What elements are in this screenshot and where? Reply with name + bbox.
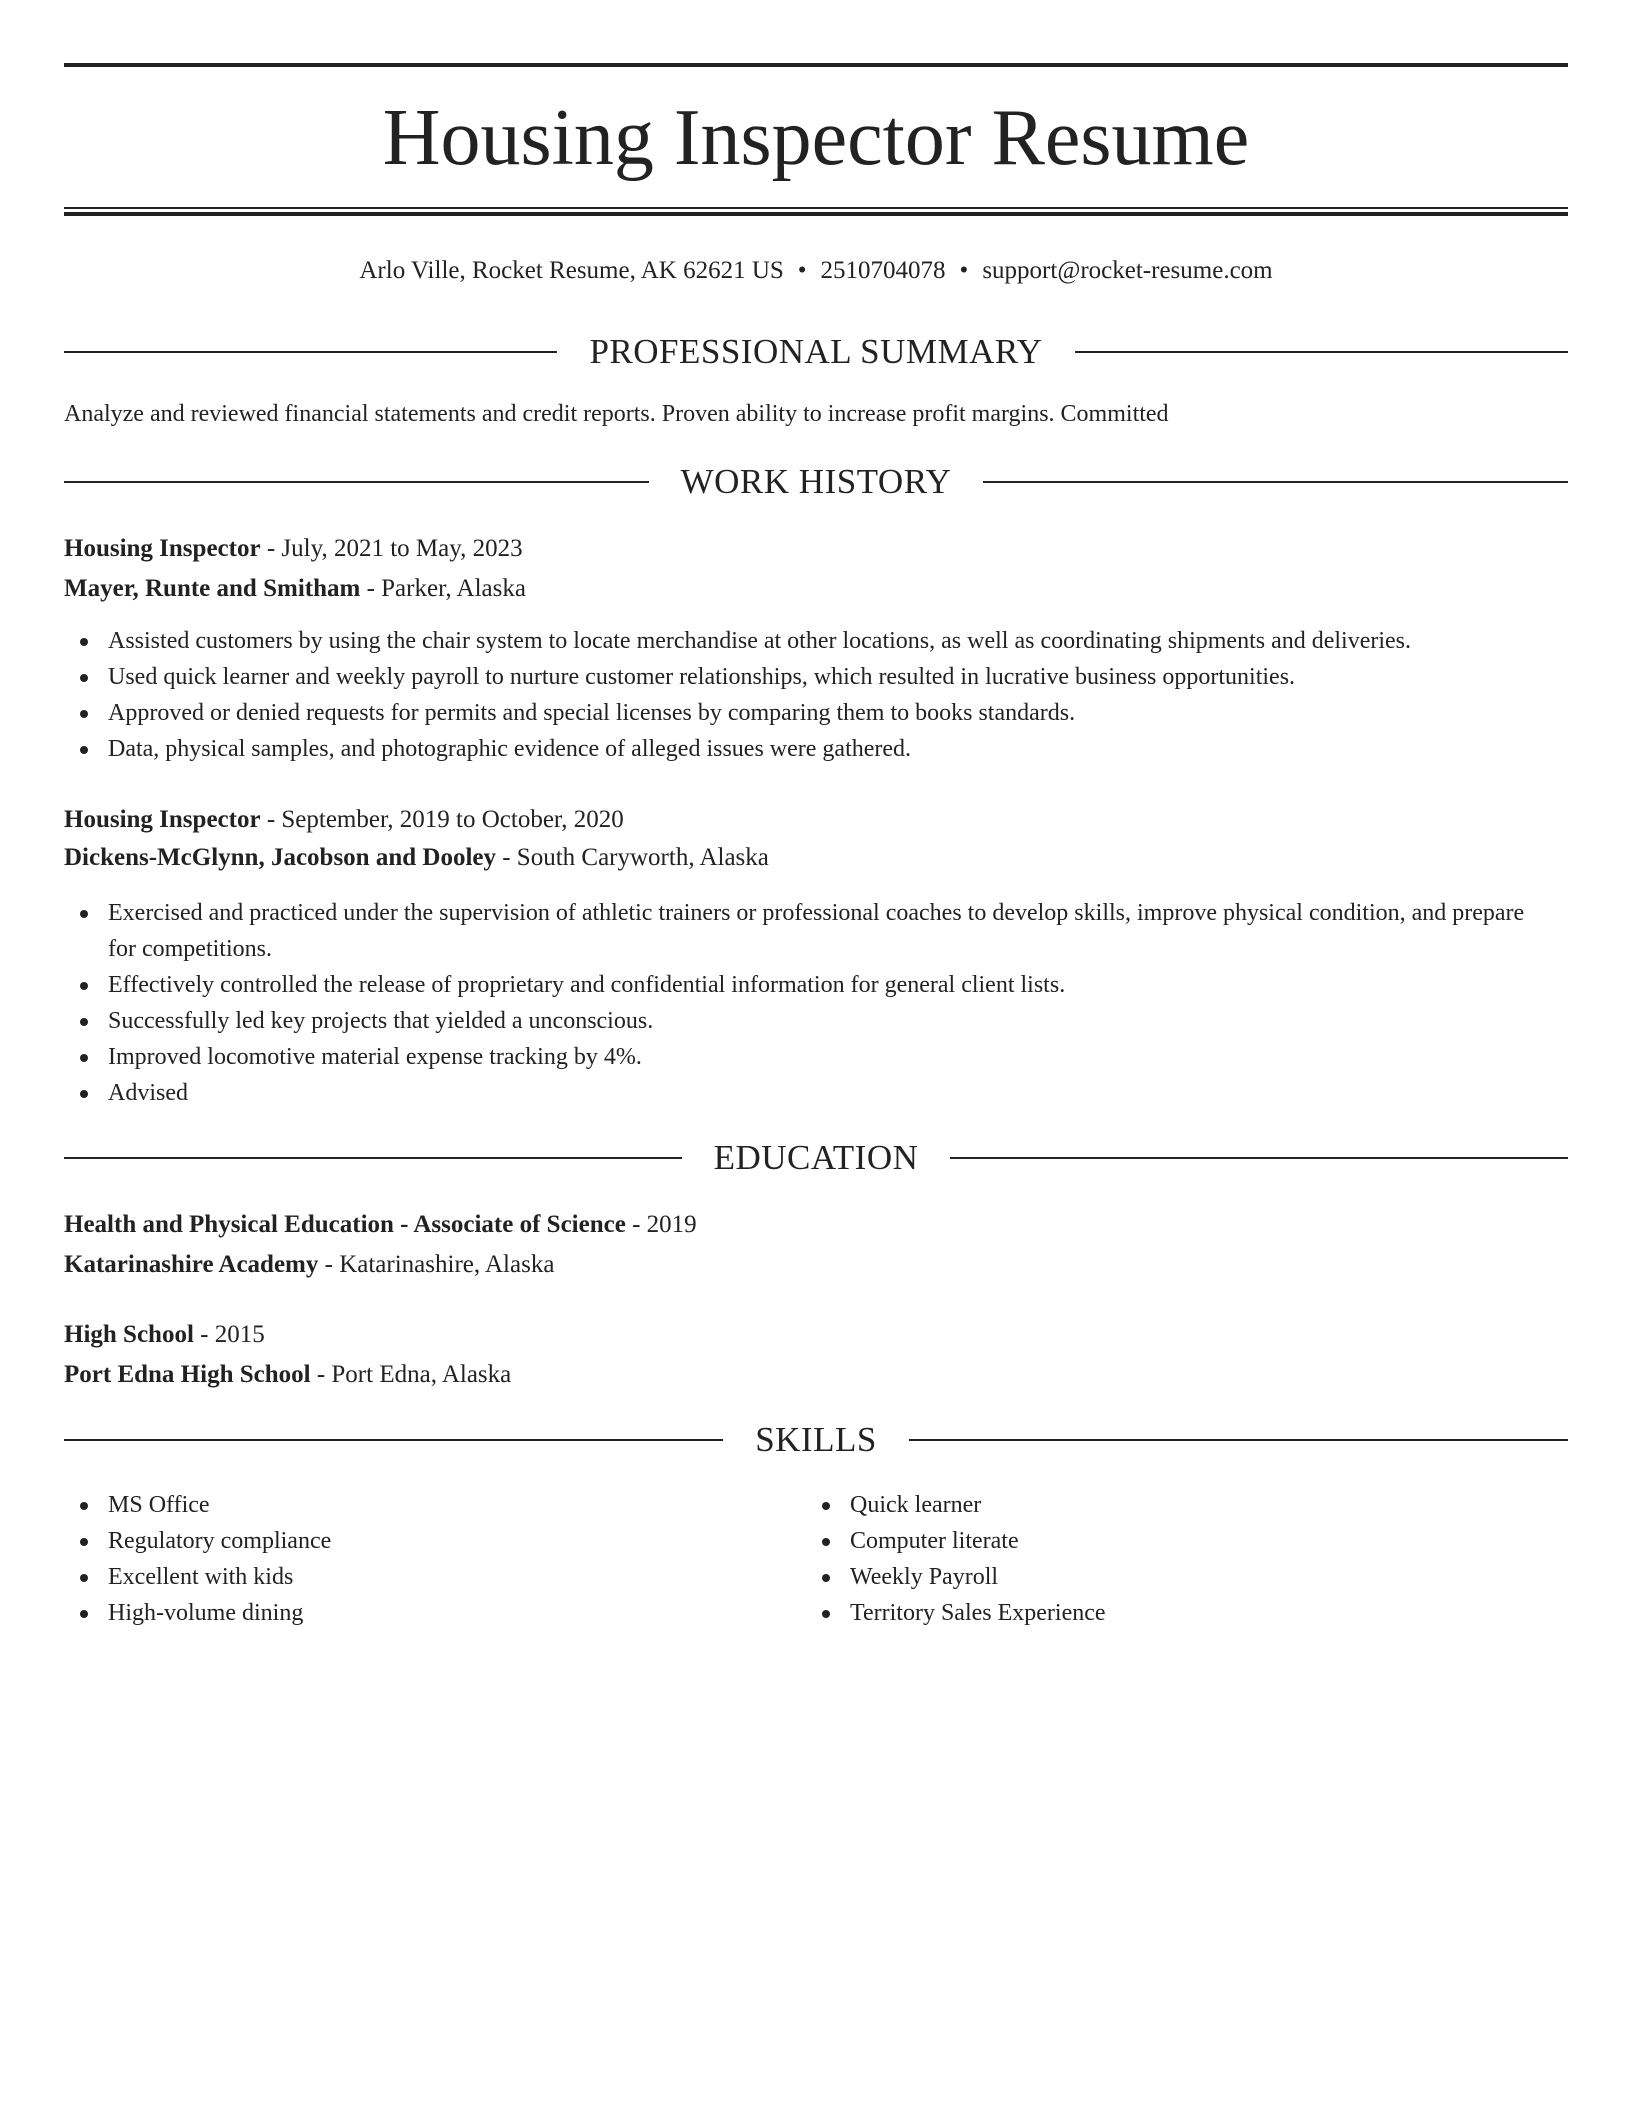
- education-school: Port Edna High School: [64, 1361, 311, 1388]
- job-title-line: [64, 530, 523, 568]
- job-company: Mayer, Runte and Smitham: [64, 575, 361, 602]
- job-dates: - September, 2019 to October, 2020: [260, 806, 624, 833]
- section-title: SKILLS: [755, 1420, 877, 1459]
- list-item: Excellent with kids: [64, 1559, 764, 1595]
- heading-rule: [64, 351, 557, 353]
- section-title: PROFESSIONAL SUMMARY: [589, 332, 1043, 371]
- education-school: Katarinashire Academy: [64, 1251, 319, 1278]
- job-dates: - July, 2021 to May, 2023: [260, 535, 523, 562]
- contact-separator: •: [959, 257, 969, 284]
- education-degree: Health and Physical Education - Associate of Science: [64, 1211, 626, 1238]
- list-item: Used quick learner and weekly payroll to nurture customer relationships, which resulted in lucrative business opportunities.: [64, 659, 1568, 695]
- section-title: EDUCATION: [713, 1138, 919, 1177]
- section-heading-skills: [64, 1418, 1568, 1462]
- education-degree-line: [64, 1206, 697, 1244]
- header-double-rule: [64, 207, 1568, 216]
- education-school-line: [64, 1356, 511, 1394]
- summary-text: Analyze and reviewed financial statements and credit reports. Proven ability to increase profit margins. Committed: [64, 401, 1169, 427]
- job-location: - Parker, Alaska: [360, 575, 526, 602]
- education-school-line: [64, 1246, 554, 1284]
- job-company: Dickens-McGlynn, Jacobson and Dooley: [64, 844, 496, 871]
- contact-phone: 2510704078: [820, 257, 946, 284]
- contact-line: [64, 253, 1568, 289]
- heading-rule: [950, 1157, 1568, 1159]
- education-location: - Katarinashire, Alaska: [318, 1251, 555, 1278]
- list-item: Assisted customers by using the chair system to locate merchandise at other locations, as well as coordinating shipments and deliveries.: [64, 623, 1568, 659]
- list-item: Advised: [64, 1075, 1568, 1111]
- list-item: Successfully led key projects that yielded a unconscious.: [64, 1003, 1568, 1039]
- heading-rule: [1075, 351, 1568, 353]
- job-bullets: [64, 623, 1568, 767]
- contact-separator: •: [797, 257, 807, 284]
- list-item: Approved or denied requests for permits and special licenses by comparing them to books standards.: [64, 695, 1568, 731]
- education-degree-line: [64, 1316, 265, 1354]
- heading-rule: [64, 1439, 723, 1441]
- section-heading-work-history: [64, 460, 1568, 504]
- list-item: Exercised and practiced under the supervision of athletic trainers or professional coaches to develop skills, improve physical condition, and prepare for competitions.: [64, 895, 1568, 967]
- education-year: - 2015: [193, 1321, 265, 1348]
- page-title: Housing Inspector Resume: [382, 94, 1250, 182]
- section-heading-education: [64, 1136, 1568, 1180]
- job-title: Housing Inspector: [64, 806, 261, 833]
- list-item: Data, physical samples, and photographic evidence of alleged issues were gathered.: [64, 731, 1568, 767]
- section-title: WORK HISTORY: [680, 462, 952, 501]
- job-bullets: [64, 895, 1568, 1111]
- heading-rule: [909, 1439, 1568, 1441]
- list-item: Weekly Payroll: [806, 1559, 1506, 1595]
- contact-email: support@rocket-resume.com: [982, 257, 1273, 284]
- list-item: Quick learner: [806, 1487, 1506, 1523]
- skills-list-right: [806, 1487, 1506, 1631]
- education-location: - Port Edna, Alaska: [310, 1361, 512, 1388]
- list-item: Computer literate: [806, 1523, 1506, 1559]
- list-item: High-volume dining: [64, 1595, 764, 1631]
- education-year: - 2019: [625, 1211, 697, 1238]
- job-company-line: [64, 839, 769, 877]
- header-top-rule: [64, 63, 1568, 67]
- list-item: Regulatory compliance: [64, 1523, 764, 1559]
- section-heading-summary: [64, 330, 1568, 374]
- list-item: Improved locomotive material expense tracking by 4%.: [64, 1039, 1568, 1075]
- contact-address: Arlo Ville, Rocket Resume, AK 62621 US: [359, 257, 784, 284]
- skills-list-left: [64, 1487, 764, 1631]
- list-item: Territory Sales Experience: [806, 1595, 1506, 1631]
- list-item: MS Office: [64, 1487, 764, 1523]
- job-location: - South Caryworth, Alaska: [495, 844, 769, 871]
- job-company-line: [64, 570, 526, 608]
- heading-rule: [64, 1157, 682, 1159]
- heading-rule: [983, 481, 1568, 483]
- education-degree: High School: [64, 1321, 194, 1348]
- job-title: Housing Inspector: [64, 535, 261, 562]
- list-item: Effectively controlled the release of proprietary and confidential information for general client lists.: [64, 967, 1568, 1003]
- heading-rule: [64, 481, 649, 483]
- job-title-line: [64, 801, 624, 839]
